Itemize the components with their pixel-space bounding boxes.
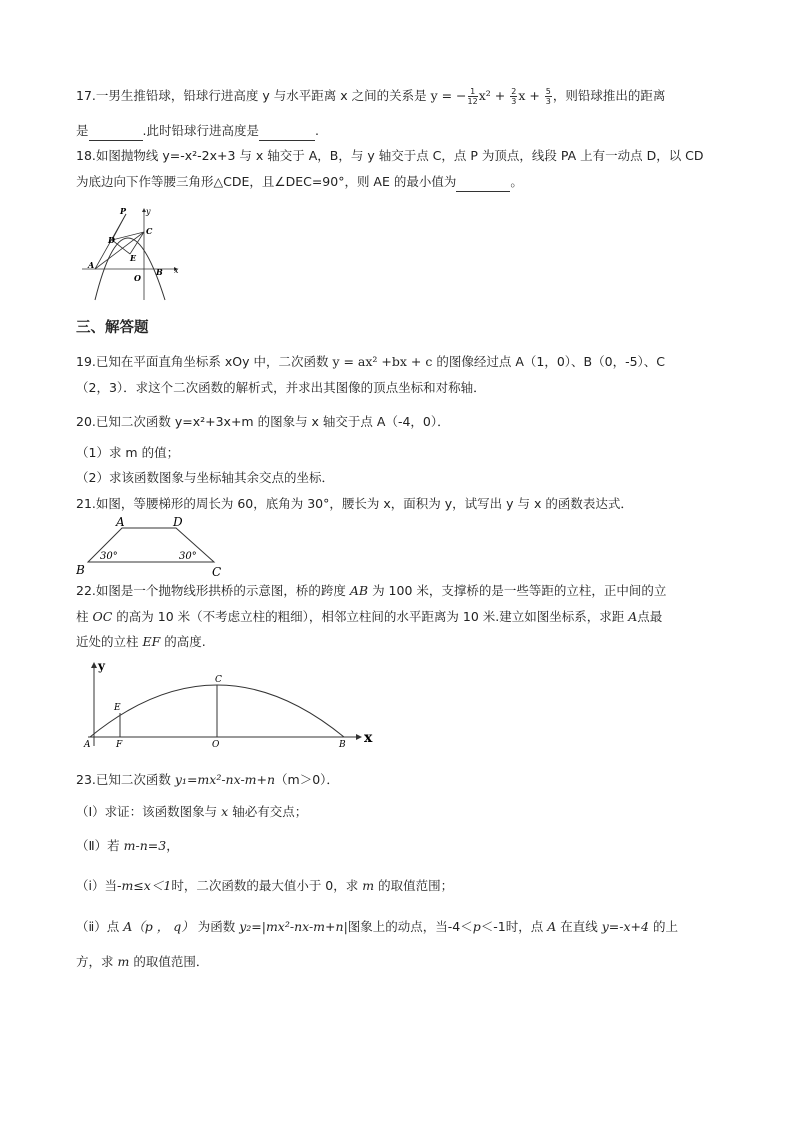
q22-text-d: 的高为 10 米（不考虑立柱的粗细），相邻立柱间的水平距离为 10 米.建立如图坐标系，求距 <box>116 609 625 624</box>
q23-ii-e: 在直线 <box>560 919 598 934</box>
q22-x-arrow <box>356 734 362 740</box>
q17-line1 <box>76 86 665 106</box>
q23-ii-line2-b: 的取值范围． <box>133 954 209 969</box>
q22-text-f: 近处的立柱 <box>76 634 139 649</box>
q19-line2: （2，3）．求这个二次函数的解析式，并求出其图像的顶点坐标和对称轴． <box>76 380 486 395</box>
q18-label-o: O <box>134 273 141 283</box>
q22-text-b: 为 100 米，支撑桥的是一些等距的立柱，正中间的立 <box>372 583 667 598</box>
q20-sub2: （2）求该函数图象与坐标轴其余交点的坐标． <box>76 470 334 485</box>
q17-text-b: ，则铅球推出的距离 <box>552 88 666 103</box>
q23-part2-b: ， <box>166 838 179 853</box>
q17-frac1-den: 12 <box>467 97 478 106</box>
q18-label-y: y <box>146 207 151 216</box>
q18-label-c: C <box>146 226 153 236</box>
q23-ii-a: （ⅱ）点 <box>76 919 120 934</box>
q17-answer-blank-2[interactable] <box>259 126 315 141</box>
q23-ii-a2: A <box>547 919 557 934</box>
q17-answer-blank-1[interactable] <box>89 126 143 141</box>
q17-frac2-den: 3 <box>511 97 517 106</box>
q17-frac1-num: 1 <box>468 87 478 97</box>
q21-angle-left: 30° <box>100 551 118 562</box>
q23-ii-m2: m <box>117 954 130 969</box>
q18-label-d: D <box>108 235 115 245</box>
q23-i-a: （ⅰ）当- <box>76 878 122 893</box>
q18-line2-end: 。 <box>510 174 523 189</box>
q21-label-d: D <box>173 516 183 529</box>
q23-line1 <box>76 770 339 790</box>
q22-label-a: A <box>84 740 91 750</box>
q23-i-m: m <box>362 878 375 893</box>
q23-sub-ii-line1 <box>76 917 678 937</box>
q23-part2-formula: m-n=3 <box>123 838 167 853</box>
q23-i-b: 时，二次函数的最大值小于 0，求 <box>171 878 359 893</box>
q23-i-formula: m≤x＜1 <box>121 878 172 893</box>
q18-label-x: x <box>174 266 179 275</box>
q23-part2-a: （Ⅱ）若 <box>76 838 120 853</box>
q22-label-x: x <box>364 730 373 746</box>
q23-part1-b: 轴必有交点； <box>232 804 308 819</box>
q22-line3 <box>76 632 206 652</box>
section-heading: 三、解答题 <box>76 320 149 336</box>
q17-text: 17.一男生推铅球，铅球行进高度 y 与水平距离 x 之间的关系是 <box>76 88 427 103</box>
q18-answer-blank[interactable] <box>456 177 510 192</box>
q23-text-b: （m＞0）． <box>275 772 339 787</box>
q17-line2-end: . <box>315 123 319 138</box>
q22-label-o: O <box>212 740 220 750</box>
q22-y-arrow <box>91 662 97 668</box>
q22-label-c: C <box>215 675 222 685</box>
q20-line1: 20.已知二次函数 y=x²+3x+m 的图象与 x 轴交于点 A（-4，0）． <box>76 414 450 429</box>
q23-i-c: 的取值范围； <box>378 878 454 893</box>
q20-sub1: （1）求 m 的值； <box>76 445 180 460</box>
q23-ii-y2: y₂=|mx²-nx-m+n| <box>239 919 348 934</box>
q17-formula-b: x² + <box>478 88 506 103</box>
q22-bridge-figure <box>76 656 386 752</box>
q18-label-p: P <box>120 206 127 216</box>
q23-ii-d: ＜-1时，点 <box>480 919 544 934</box>
q19-line1 <box>76 352 665 372</box>
q22-line2 <box>76 607 662 627</box>
q19-text-b: 的图像经过点 A（1，0）、B（0，-5）、C <box>436 354 666 369</box>
q17-formula-a: y = − <box>430 88 467 103</box>
q18-text-1: 18.如图抛物线 y=-x²-2x+3 与 x 轴交于 A，B，与 y 轴交于点 C，点 P 为顶点，线段 PA 上有一动点 D，以 CD <box>76 148 704 163</box>
q19-text-a: 19.已知在平面直角坐标系 xOy 中，二次函数 <box>76 354 329 369</box>
q23-text-a: 23.已知二次函数 <box>76 772 171 787</box>
q23-part1 <box>76 802 307 822</box>
q22-ab: AB <box>349 583 369 598</box>
q18-label-a: A <box>88 260 95 270</box>
q22-text-c: 柱 <box>76 609 89 624</box>
q17-frac2-num: 2 <box>511 87 517 96</box>
q22-text-a: 22.如图是一个抛物线形拱桥的示意图，桥的跨度 <box>76 583 346 598</box>
q22-text-e: 点最 <box>637 609 663 624</box>
q17-frac3-num: 5 <box>545 87 551 96</box>
q23-part1-a: （Ⅰ）求证：该函数图象与 <box>76 804 218 819</box>
q17-formula-c: x + <box>518 88 540 103</box>
q23-formula: y₁=mx²-nx-m+n <box>174 772 276 787</box>
q18-line2 <box>76 172 523 192</box>
q22-line1 <box>76 581 666 601</box>
q18-line1 <box>76 146 704 166</box>
q23-ii-line2-a: 方，求 <box>76 954 114 969</box>
q22-label-f: F <box>116 740 123 750</box>
q23-sub-i <box>76 876 453 896</box>
q21-label-a: A <box>116 516 125 529</box>
q21-angle-right: 30° <box>179 551 197 562</box>
q23-part1-x: x <box>221 804 229 819</box>
q18-label-e: E <box>130 253 137 263</box>
q17-line2-b: .此时铅球行进高度是 <box>142 123 259 138</box>
q17-line2-a: 是 <box>76 123 89 138</box>
q23-ii-f: 的上 <box>652 919 678 934</box>
q17-frac3 <box>545 87 552 106</box>
q17-line2 <box>76 121 319 141</box>
q18-label-b: B <box>156 267 163 277</box>
q23-ii-p: p <box>472 919 481 934</box>
q18-parabola-figure <box>78 202 188 302</box>
q23-part2 <box>76 836 179 856</box>
q22-ef: EF <box>142 634 161 649</box>
q22-label-b: B <box>339 740 346 750</box>
q18-segment-ac <box>95 232 144 269</box>
q23-sub-ii-line2 <box>76 952 208 972</box>
q22-label-e: E <box>114 703 121 713</box>
q21-label-c: C <box>212 565 222 578</box>
q17-frac2 <box>510 87 517 106</box>
q21-trapezoid-figure <box>76 516 226 578</box>
q23-ii-c: 图象上的动点，当-4＜ <box>347 919 473 934</box>
q22-text-g: 的高度. <box>164 634 206 649</box>
q17-frac3-den: 3 <box>545 97 551 106</box>
q19-formula: y = ax² +bx + c <box>332 354 433 369</box>
q18-text-2: 为底边向下作等腰三角形△CDE，且∠DEC=90°，则 AE 的最小值为 <box>76 174 457 189</box>
q23-ii-b: 为函数 <box>197 919 236 934</box>
q22-a: A <box>628 609 638 624</box>
q22-oc: OC <box>92 609 113 624</box>
q21-label-b: B <box>76 563 85 577</box>
q23-ii-point: A（p ， q） <box>123 919 194 934</box>
q22-label-y: y <box>98 659 105 673</box>
q23-ii-line: y=-x+4 <box>601 919 649 934</box>
q17-frac1 <box>468 87 478 106</box>
q21-line1: 21.如图，等腰梯形的周长为 60，底角为 30°，腰长为 x，面积为 y，试写出 y 与 x 的函数表达式． <box>76 496 633 511</box>
